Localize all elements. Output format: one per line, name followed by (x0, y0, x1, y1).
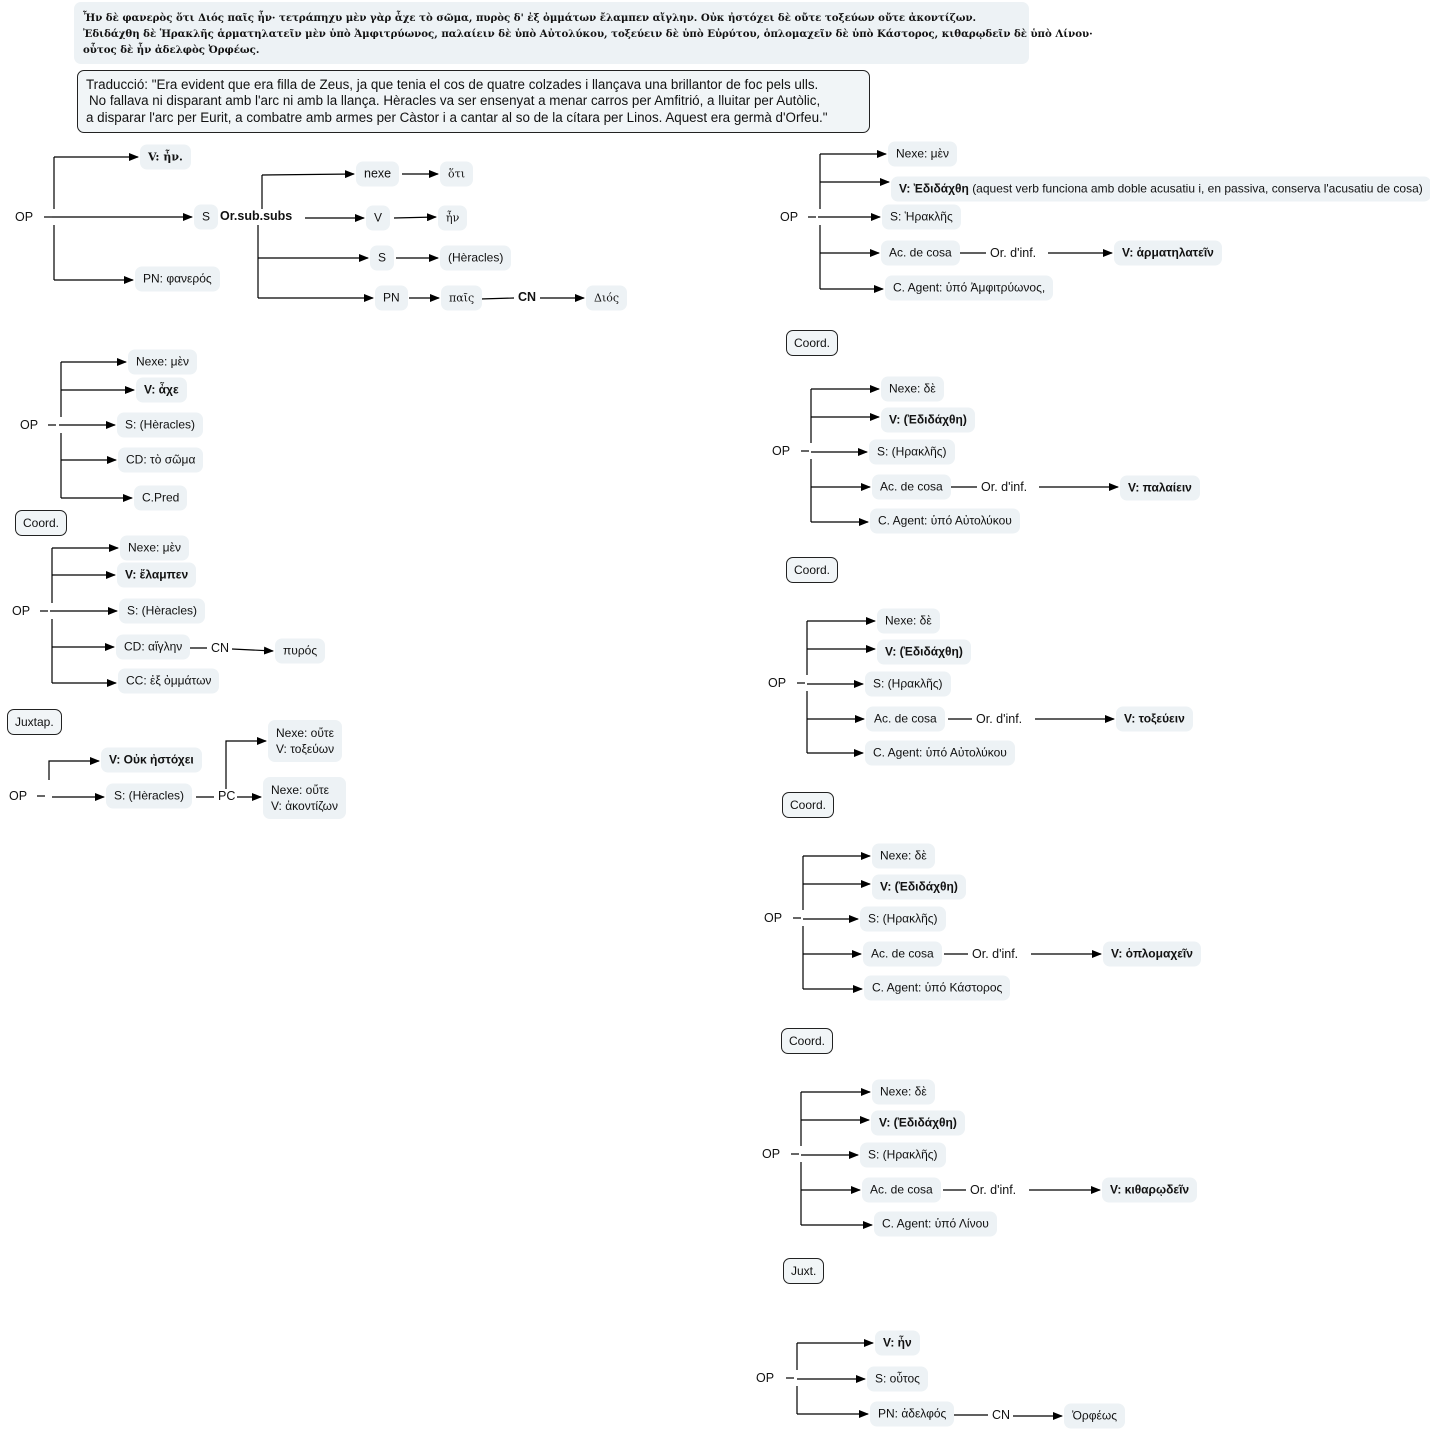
or-inf-label: Or. d'inf. (990, 246, 1037, 260)
op-label: OP (15, 210, 34, 224)
node-infinitive[interactable]: V: ἁρματηλατεῖν (1114, 241, 1222, 266)
node-subject[interactable]: S: (Hèracles) (117, 413, 203, 438)
node-subject[interactable]: S: (Hèracles) (106, 784, 192, 809)
node-verb[interactable]: V: ἔλαμπεν (117, 563, 196, 588)
node-infinitive[interactable]: V: ὁπλομαχεῖν (1103, 942, 1201, 967)
node-verb[interactable]: V: ἦν (875, 1331, 920, 1356)
cn-label: CN (518, 290, 537, 304)
node-nexe[interactable]: Nexe: δὲ (877, 609, 940, 634)
arrow-connector (232, 649, 273, 651)
node-en[interactable]: ἦν (438, 206, 467, 231)
node-verb[interactable]: V: (Ἐδιδάχθη) (877, 640, 971, 665)
node-cc[interactable]: CC: ἐξ ὀμμάτων (118, 669, 219, 694)
node-subject[interactable]: S: (Ηρακλῆς) (860, 1143, 946, 1168)
node-subject[interactable]: S (194, 205, 218, 230)
node-orpheos[interactable]: Ὀρφέως (1064, 1404, 1125, 1429)
cn-label: CN (211, 641, 230, 655)
op-label: OP (20, 418, 39, 432)
node-pn[interactable]: PN (375, 286, 408, 311)
node-v[interactable]: V (366, 206, 390, 231)
node-pais[interactable]: παῖς (441, 286, 482, 311)
arrow-connector (49, 761, 99, 780)
or-inf-label: Or. d'inf. (976, 712, 1023, 726)
node-agent[interactable]: C. Agent: ὑπό Κάστορος (864, 976, 1010, 1001)
greek-line: Ἦν δὲ φανερὸς ὅτι Διός παῖς ἦν· τετράπηχυ μὲν γὰρ ἆχε τὸ σῶμα, πυρὸς δ' ἐξ ὀμμάτων ἔλαμπεν αἴγλην. Οὐκ ἠστόχει δὲ οὔτε τοξεύων οὔτε ἀκοντίζων. (83, 12, 977, 24)
node-direct-object[interactable]: CD: αἴγλην (116, 635, 190, 660)
translation-line: Traducció: "Era evident que era filla de Zeus, ja que tenia el cos de quatre colzades i llançava una brillantor de foc pels ulls. (86, 77, 819, 92)
node-nexe[interactable]: Nexe: μὲν (120, 536, 189, 561)
node-heracles[interactable]: (Hèracles) (440, 246, 511, 271)
node-nexe[interactable]: nexe (356, 162, 399, 187)
coord-connector[interactable]: Coord. (15, 510, 67, 536)
node-pyros[interactable]: πυρός (275, 639, 325, 664)
op-label: OP (12, 604, 31, 618)
or-inf-label: Or. d'inf. (981, 480, 1028, 494)
coord-connector[interactable]: Coord. (781, 1028, 833, 1054)
line-connector (480, 298, 514, 299)
node-subject[interactable]: S: (Ηρακλῆς) (860, 907, 946, 932)
node-pc-2[interactable]: Nexe: οὔτε V: ἀκοντίζων (263, 777, 346, 819)
node-ac-cosa[interactable]: Ac. de cosa (863, 942, 942, 967)
node-verb[interactable]: V: (Ἐδιδάχθη) (871, 1111, 965, 1136)
juxt-connector[interactable]: Juxt. (783, 1258, 824, 1284)
node-verb[interactable]: V: ἦν. (140, 145, 191, 170)
node-ac-cosa[interactable]: Ac. de cosa (881, 241, 960, 266)
arrow-connector (262, 174, 354, 175)
node-ac-cosa[interactable]: Ac. de cosa (862, 1178, 941, 1203)
node-infinitive[interactable]: V: κιθαρῳδεῖν (1102, 1178, 1197, 1203)
op-label: OP (780, 210, 799, 224)
node-verb[interactable]: V: Οὐκ ἠστόχει (101, 748, 202, 773)
node-agent[interactable]: C. Agent: ὑπό Αὐτολύκου (865, 741, 1015, 766)
node-hoti[interactable]: ὅτι (440, 162, 473, 187)
node-ac-cosa[interactable]: Ac. de cosa (872, 475, 951, 500)
op-label: OP (756, 1371, 775, 1385)
arrow-connector (226, 741, 266, 790)
coord-connector[interactable]: Coord. (782, 792, 834, 818)
cn-label: CN (992, 1408, 1011, 1422)
node-nexe[interactable]: Nexe: δὲ (872, 1080, 935, 1105)
node-verb[interactable]: V: Ἐδιδάχθη (aquest verb funciona amb doble acusatiu i, en passiva, conserva l'acusatiu de cosa) (891, 177, 1430, 202)
translation-line: a disparar l'arc per Eurit, a combatre amb armes per Càstor i a cantar al so de la cítara per Linos. Aquest era germà d'Orfeu." (86, 109, 828, 125)
op-label: OP (762, 1147, 781, 1161)
node-infinitive[interactable]: V: παλαίειν (1120, 476, 1200, 501)
node-subject[interactable]: S: (Ηρακλῆς) (865, 672, 951, 697)
node-subject[interactable]: S: οὗτος (867, 1367, 928, 1392)
node-predicate-nominal[interactable]: PN: φανερός (135, 267, 220, 292)
op-label: OP (764, 911, 783, 925)
node-predicate-nominal[interactable]: PN: ἀδελφός (870, 1402, 954, 1427)
node-infinitive[interactable]: V: τοξεύειν (1116, 707, 1193, 732)
node-nexe[interactable]: Nexe: δὲ (881, 377, 944, 402)
or-inf-label: Or. d'inf. (972, 947, 1019, 961)
node-subject[interactable]: S: Ἡρακλῆς (882, 205, 961, 230)
pc-label: PC (218, 789, 236, 803)
node-verb[interactable]: V: (Ἐδιδάχθη) (872, 875, 966, 900)
arrow-connector (394, 217, 436, 218)
node-c-pred[interactable]: C.Pred (134, 486, 187, 511)
node-agent[interactable]: C. Agent: ὑπό Αὐτολύκου (870, 509, 1020, 534)
node-nexe[interactable]: Nexe: μὲν (888, 142, 957, 167)
node-agent[interactable]: C. Agent: ὑπό Ἀμφιτρύωνος, (885, 276, 1053, 301)
node-subject[interactable]: S: (Hèracles) (119, 599, 205, 624)
node-direct-object[interactable]: CD: τὸ σῶμα (118, 448, 203, 473)
node-subject[interactable]: S: (Ηρακλῆς) (869, 440, 955, 465)
node-agent[interactable]: C. Agent: ὑπό Λίνου (874, 1212, 997, 1237)
node-verb[interactable]: V: ἆχε (136, 378, 187, 403)
juxtap-connector[interactable]: Juxtap. (7, 709, 62, 735)
greek-line: Ἐδιδάχθη δὲ Ἡρακλῆς ἁρματηλατεῖν μὲν ὑπὸ Ἀμφιτρύωνος, παλαίειν δὲ ὑπὸ Αὐτολύκου, τοξεύειν δὲ ὑπὸ Εὐρύτου, ὁπλομαχεῖν δὲ ὑπὸ Κάστορος, κιθαρῳδεῖν δὲ ὑπὸ Λίνου· (83, 28, 1093, 40)
node-verb[interactable]: V: (Ἐδιδάχθη) (881, 408, 975, 433)
translation-line: No fallava ni disparant amb l'arc ni amb la llança. Hèracles va ser ensenyat a menar carros per Amfitrió, a lluitar per Autòlic, (89, 93, 821, 109)
or-inf-label: Or. d'inf. (970, 1183, 1017, 1197)
coord-connector[interactable]: Coord. (786, 557, 838, 583)
node-dios[interactable]: Διός (586, 286, 627, 311)
node-nexe[interactable]: Nexe: δὲ (872, 844, 935, 869)
coord-connector[interactable]: Coord. (786, 330, 838, 356)
op-label: OP (768, 676, 787, 690)
subordinate-clause-label: Or.sub.subs (220, 209, 293, 223)
op-label: OP (772, 444, 791, 458)
greek-line: οὗτος δὲ ἦν ἀδελφὸς Ὀρφέως. (83, 44, 260, 56)
node-ac-cosa[interactable]: Ac. de cosa (866, 707, 945, 732)
op-label: OP (9, 789, 28, 803)
node-nexe[interactable]: Nexe: μὲν (128, 350, 197, 375)
node-s[interactable]: S (370, 246, 394, 271)
node-pc-1[interactable]: Nexe: οὔτε V: τοξεύων (268, 720, 342, 762)
